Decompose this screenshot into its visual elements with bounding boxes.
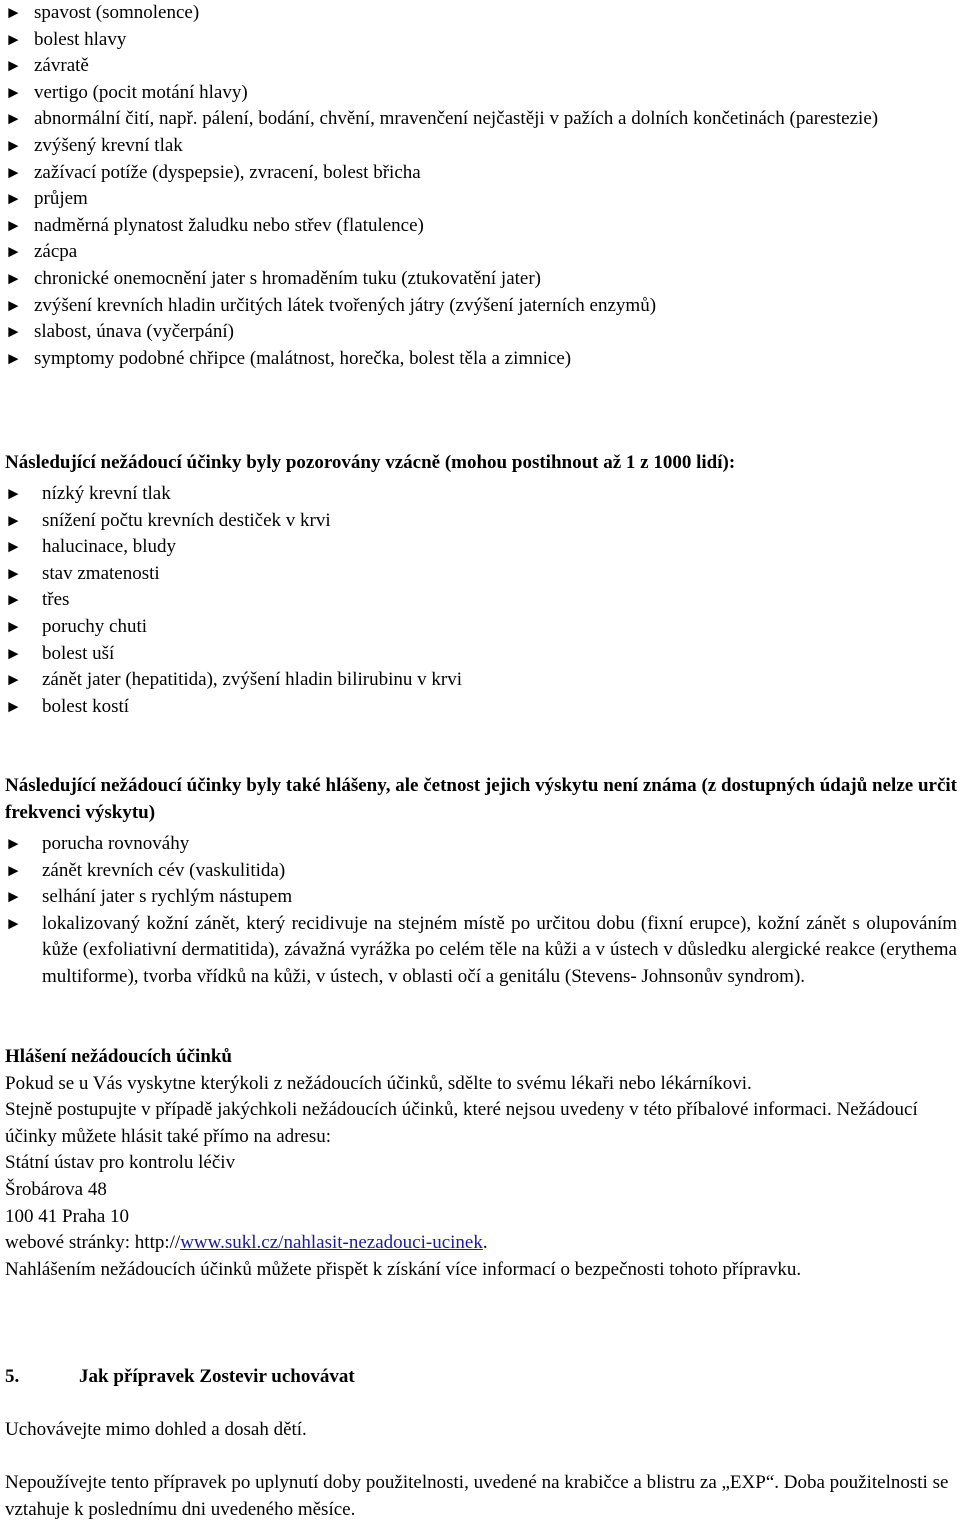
bullet-arrow-icon: ►	[5, 29, 22, 49]
list-item	[5, 239, 952, 266]
list-item	[5, 346, 952, 373]
rare-side-effects-list	[5, 481, 957, 720]
list-item	[5, 213, 952, 240]
list-item-text: bolest hlavy	[34, 28, 127, 50]
list-item-text: závratě	[34, 55, 89, 77]
list-item	[5, 858, 957, 885]
list-item-text: nízký krevní tlak	[42, 483, 171, 504]
bullet-arrow-icon: ►	[5, 322, 22, 342]
list-item	[5, 667, 957, 694]
list-item-text: abnormální čití, např. pálení, bodání, chvění, mravenčení nejčastěji v pažích a dolních končetinách (parestezie)	[34, 108, 879, 130]
list-item-text: porucha rovnováhy	[42, 833, 190, 854]
reporting-heading: Hlášení nežádoucích účinků	[5, 1046, 232, 1067]
list-item-text: selhání jater s rychlým nástupem	[42, 886, 293, 908]
list-item-text: poruchy chuti	[42, 615, 148, 637]
list-item-text: stav zmatenosti	[42, 562, 160, 584]
section-number: 5.	[5, 1366, 20, 1387]
reporting-paragraph-1: Pokud se u Vás vyskytne kterýkoli z nežádoucích účinků, sdělte to svému lékaři nebo lékárníkovi.	[5, 1072, 752, 1094]
list-item-text: zánět jater (hepatitida), zvýšení hladin bilirubinu v krvi	[42, 669, 462, 691]
reporting-paragraph-3: Nahlášením nežádoucích účinků můžete přispět k získání více informací o bezpečnosti tohoto přípravku.	[5, 1258, 802, 1280]
list-item-text: nadměrná plynatost žaludku nebo střev (flatulence)	[34, 214, 424, 236]
bullet-arrow-icon: ►	[5, 887, 22, 907]
bullet-arrow-icon: ►	[5, 834, 22, 853]
bullet-arrow-icon: ►	[5, 616, 22, 636]
bullet-arrow-icon: ►	[5, 670, 22, 690]
address-line-2: Šrobárova 48	[5, 1178, 107, 1200]
list-item	[5, 641, 957, 668]
bullet-arrow-icon: ►	[5, 295, 22, 315]
list-item-text: symptomy podobné chřipce (malátnost, horečka, bolest těla a zimnice)	[34, 347, 572, 369]
section-title-text: Jak přípravek Zostevir uchovávat	[79, 1366, 355, 1387]
bullet-arrow-icon: ►	[5, 268, 22, 288]
bullet-arrow-icon: ►	[5, 242, 22, 262]
list-item	[5, 133, 952, 160]
list-item	[5, 614, 957, 641]
bullet-arrow-icon: ►	[5, 135, 22, 155]
address-line-3: 100 41 Praha 10	[5, 1205, 130, 1227]
bullet-arrow-icon: ►	[5, 215, 22, 235]
list-item	[5, 293, 952, 320]
list-item	[5, 266, 952, 293]
bullet-arrow-icon: ►	[5, 643, 22, 663]
list-item-text: vertigo (pocit motání hlavy)	[34, 81, 248, 103]
rare-effects-heading: Následující nežádoucí účinky byly pozorovány vzácně (mohou postihnout až 1 z 1000 lidí):	[5, 452, 736, 473]
bullet-arrow-icon: ►	[5, 696, 22, 716]
list-item-text: zácpa	[34, 241, 78, 263]
list-item	[5, 561, 957, 588]
list-item	[5, 186, 952, 213]
bullet-arrow-icon: ►	[5, 56, 22, 76]
list-item	[5, 481, 957, 508]
bullet-arrow-icon: ►	[5, 3, 22, 22]
bullet-arrow-icon: ►	[5, 82, 22, 102]
list-item-text: zvýšený krevní tlak	[34, 134, 183, 156]
bullet-arrow-icon: ►	[5, 109, 22, 129]
list-item-text: snížení počtu krevních destiček v krvi	[42, 509, 331, 531]
section-5-title	[5, 1364, 957, 1390]
list-item-text: bolest kostí	[42, 695, 130, 717]
list-item	[5, 160, 952, 187]
website-prefix: webové stránky: http://	[5, 1232, 181, 1254]
bullet-arrow-icon: ►	[5, 590, 22, 610]
list-item	[5, 911, 957, 991]
storage-paragraph-2: Nepoužívejte tento přípravek po uplynutí doby použitelnosti, uvedené na krabičce a blistru za „EXP“. Doba použitelnosti se vztahuje k poslednímu dni uvedeného měsíce.	[5, 1472, 949, 1520]
bullet-arrow-icon: ►	[5, 484, 22, 503]
list-item-text: bolest uší	[42, 642, 115, 664]
list-item	[5, 508, 957, 535]
bullet-arrow-icon: ►	[5, 510, 22, 530]
website-link[interactable]: www.sukl.cz/nahlasit-nezadouci-ucinek	[180, 1232, 483, 1254]
list-item	[5, 319, 952, 346]
unknown-side-effects-list	[5, 831, 957, 991]
list-item	[5, 694, 957, 721]
bullet-arrow-icon: ►	[5, 913, 22, 933]
website-suffix: .	[482, 1232, 488, 1254]
list-item	[5, 884, 957, 911]
list-item-text: lokalizovaný kožní zánět, který recidivuje na stejném místě po určitou dobu (fixní erupce), kožní zánět s olupováním kůže (exfoliativní dermatitida), závažná vyrážka po celém těle na kůži a v ústech v důsledku alergické reakce (erythema multiforme), tvorba vřídků na kůži, v ústech, v oblasti očí a genitálu (Stevens- Johnsonův syndrom).	[42, 912, 957, 987]
bullet-arrow-icon: ►	[5, 537, 22, 557]
bullet-arrow-icon: ►	[5, 189, 22, 209]
list-item	[5, 53, 952, 80]
list-item	[5, 534, 957, 561]
list-item-text: slabost, únava (vyčerpání)	[34, 321, 234, 343]
storage-paragraph-1: Uchovávejte mimo dohled a dosah dětí.	[5, 1419, 307, 1440]
common-side-effects-list	[5, 0, 952, 372]
list-item-text: spavost (somnolence)	[34, 2, 200, 23]
bullet-arrow-icon: ►	[5, 162, 22, 182]
list-item-text: zánět krevních cév (vaskulitida)	[42, 859, 286, 881]
list-item	[5, 587, 957, 614]
list-item-text: průjem	[34, 188, 88, 210]
bullet-arrow-icon: ►	[5, 348, 22, 368]
unknown-frequency-heading: Následující nežádoucí účinky byly také hlášeny, ale četnost jejich výskytu není známa (z dostupných údajů nelze určit frekvenci výskytu)	[5, 775, 957, 823]
list-item	[5, 27, 952, 54]
reporting-paragraph-2: Stejně postupujte v případě jakýchkoli nežádoucích účinků, které nejsou uvedeny v této příbalové informaci. Nežádoucí účinky můžete hlásit také přímo na adresu:	[5, 1099, 918, 1147]
list-item-text: halucinace, bludy	[42, 536, 177, 558]
list-item	[5, 80, 952, 107]
reporting-section	[5, 1044, 957, 1283]
bullet-arrow-icon: ►	[5, 860, 22, 880]
list-item	[5, 106, 952, 133]
list-item	[5, 831, 957, 858]
address-line-1: Státní ústav pro kontrolu léčiv	[5, 1152, 236, 1174]
bullet-arrow-icon: ►	[5, 563, 22, 583]
list-item	[5, 0, 952, 27]
list-item-text: zvýšení krevních hladin určitých látek tvořených játry (zvýšení jaterních enzymů)	[34, 294, 657, 316]
list-item-text: zažívací potíže (dyspepsie), zvracení, bolest břicha	[34, 161, 421, 183]
list-item-text: třes	[42, 589, 70, 611]
list-item-text: chronické onemocnění jater s hromaděním tuku (ztukovatění jater)	[34, 267, 542, 289]
website-line	[5, 1230, 957, 1257]
